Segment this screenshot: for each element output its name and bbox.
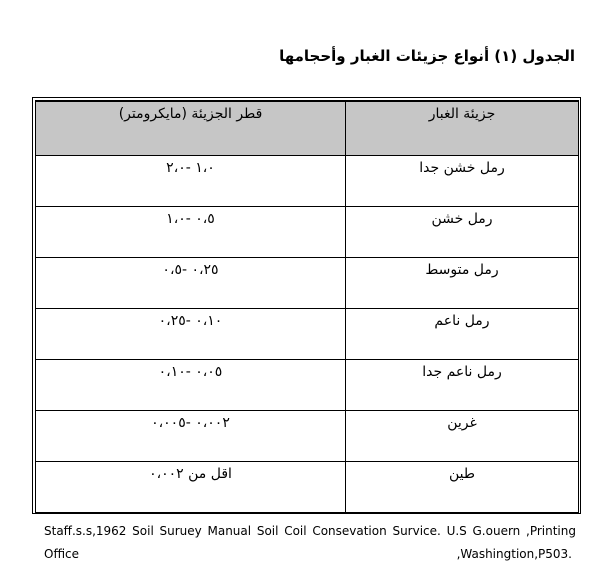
table-row	[36, 258, 579, 309]
table-row	[36, 360, 579, 411]
cell-particle-type: غرين	[346, 411, 579, 462]
citation-location: ,Washingtion,P503.	[456, 547, 572, 561]
table-row	[36, 309, 579, 360]
cell-diameter: ١،٠ -٢،٠	[36, 156, 346, 207]
header-diameter: قطر الجزيئة (مايكرومتر)	[36, 101, 346, 156]
cell-particle-type: رمل متوسط	[346, 258, 579, 309]
table-row	[36, 207, 579, 258]
cell-particle-type: طين	[346, 462, 579, 513]
table-row	[36, 156, 579, 207]
dust-particles-table-frame	[32, 97, 581, 514]
dust-particles-table	[35, 100, 579, 513]
cell-diameter: اقل من ٠،٠٠٢	[36, 462, 346, 513]
source-citation: Staff.s.s,1962 Soil Suruey Manual Soil Coil Consevation Survice. U.S G.ouern ,Printing	[44, 524, 576, 538]
table-header-row	[36, 101, 579, 156]
table-title: الجدول (١) أنواع جزيئات الغبار وأحجامها	[279, 47, 575, 65]
header-particle-type: جزيئة الغبار	[346, 101, 579, 156]
table-row	[36, 462, 579, 513]
cell-particle-type: رمل ناعم	[346, 309, 579, 360]
citation-office: Office	[44, 547, 80, 561]
cell-diameter: ٠،٠٥ -٠،١٠	[36, 360, 346, 411]
cell-particle-type: رمل ناعم جدا	[346, 360, 579, 411]
table-row	[36, 411, 579, 462]
cell-particle-type: رمل خشن جدا	[346, 156, 579, 207]
cell-diameter: ٠،٠٠٢ -٠،٠٠٥	[36, 411, 346, 462]
cell-diameter: ٠،٥ -١،٠	[36, 207, 346, 258]
cell-particle-type: رمل خشن	[346, 207, 579, 258]
cell-diameter: ٠،٢٥ -٠،٥	[36, 258, 346, 309]
cell-diameter: ٠،١٠ -٠،٢٥	[36, 309, 346, 360]
